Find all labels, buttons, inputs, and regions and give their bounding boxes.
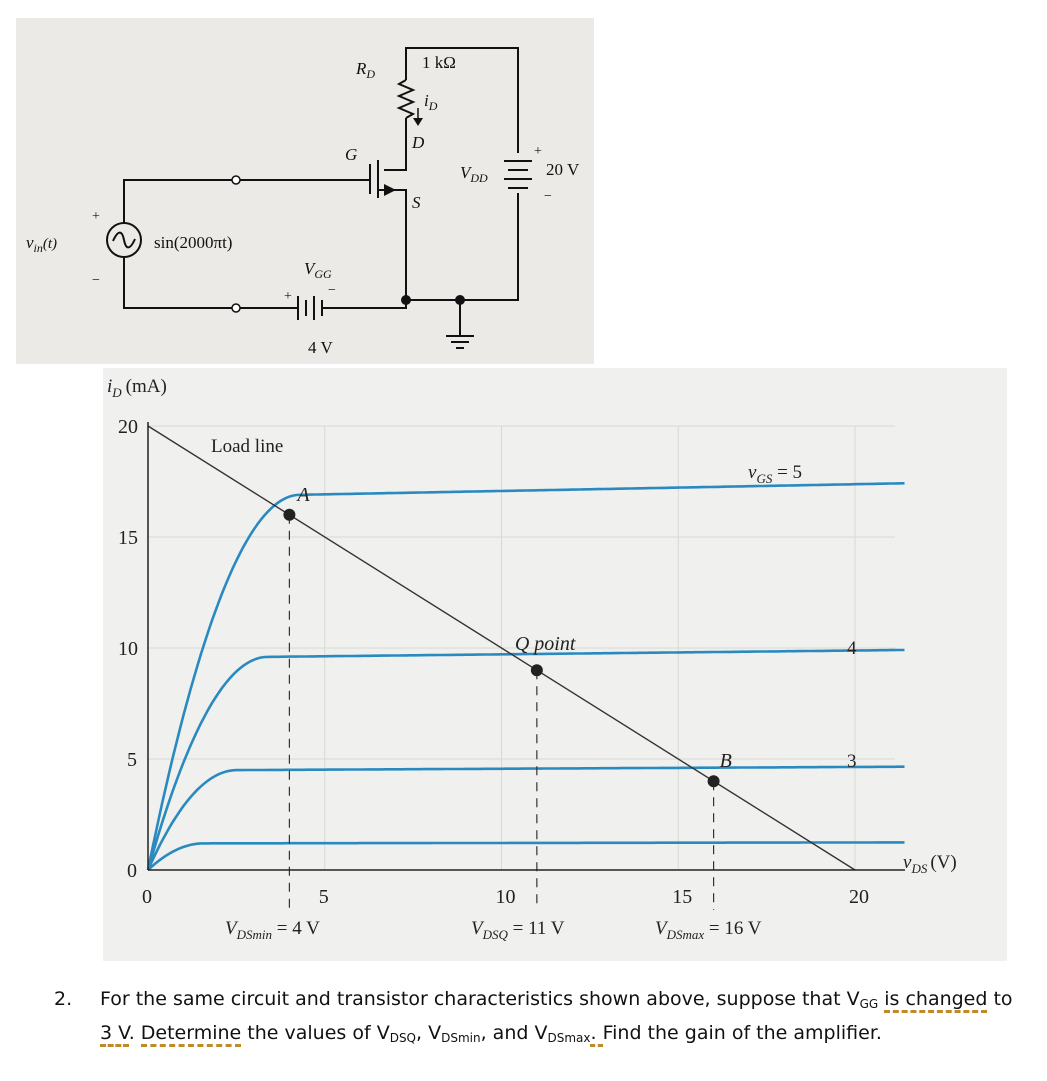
operating-point [531,664,543,676]
vdsmin-label-sub: DSmin [236,927,272,942]
x-tick-label: 20 [849,886,869,908]
vin-sub: in [33,241,43,255]
rd-label: R [356,59,367,78]
vgs-label-value: = 5 [772,462,803,483]
y-tick-label: 15 [118,527,138,549]
x-tick-label: 15 [672,886,693,908]
question-3v: 3 V [100,1022,129,1047]
question-is-changed: is changed [884,988,987,1013]
question-sub-gg: GG [859,997,879,1011]
vdsmin-label-value: = 4 V [272,918,320,939]
vdsq-label: V [471,918,483,939]
circuit-schematic [16,18,594,364]
vin-minus: − [92,273,100,288]
vgg-plus: + [284,289,292,304]
vgg-minus: − [328,283,336,298]
vdsmax-label-value: = 16 V [704,918,762,939]
source-node [401,295,411,305]
operating-point [708,775,720,787]
ground-node [455,295,465,305]
y-axis-label-sub: D [112,385,122,400]
question-part-3: to [987,988,1013,1010]
x-tick-label: 0 [142,886,152,908]
point-label: Q point [514,633,576,656]
y-tick-label: 20 [118,416,138,438]
gate-terminal [232,176,240,184]
question-part-7: , V [416,1022,442,1044]
id-label: i [424,91,429,110]
rd-value: 1 kΩ [422,53,456,72]
vgs-label: v [748,462,757,483]
vin-arg: (t) [42,236,58,252]
x-tick-label: 10 [495,886,516,908]
question-part-6: the values of V [241,1022,390,1044]
vgs-label-sub: GS [756,471,773,486]
question-determine: Determine [141,1022,241,1047]
vdsq-label-value: = 11 V [507,918,565,939]
y-tick-label: 10 [118,638,138,660]
drain-label: D [412,133,425,152]
vdd-plus: + [534,144,542,159]
x-axis-label: v [903,852,912,873]
y-axis-label: i [107,376,113,397]
y-tick-label: 0 [127,860,137,882]
vdd-minus: − [544,189,552,204]
vgg-value: 4 V [308,338,333,357]
point-label: B [719,750,732,773]
svg-text:vDS(V) [903,852,957,876]
question-text [100,985,1034,1053]
question-block [54,985,1034,1053]
source-label: S [412,193,421,212]
vdd-value: 20 V [546,160,580,179]
characteristics-chart [103,368,1007,961]
vdd-label: V [460,163,471,182]
input-terminal [232,304,240,312]
rd-sub: D [366,67,376,81]
curve-label: 3 [847,751,857,773]
vdd-sub: DD [470,171,488,185]
vdsmax-label-sub: DSmax [666,927,705,942]
question-part-1: For the same circuit and transistor characteristics shown above, suppose that V [100,988,860,1010]
vdsmin-label: V [225,918,237,939]
x-axis-unit: (V) [930,852,957,873]
operating-point [283,509,295,521]
question-part-8: , and V [480,1022,548,1044]
question-part-5: . [128,1022,141,1044]
y-tick-label: 5 [127,749,137,771]
curve-label: 4 [847,637,857,659]
question-sub-dsmax: DSmax [547,1031,591,1045]
question-sub-dsmin: DSmin [441,1031,481,1045]
y-axis-unit: (mA) [125,376,167,397]
question-sub-dsq: DSQ [389,1031,417,1045]
vin-label: v [26,233,34,252]
question-part-10: Find the gain of the amplifier. [602,1022,882,1044]
question-period: . [590,1022,602,1047]
vdsmax-label: V [655,918,667,939]
vin-plus: + [92,209,100,224]
id-sub: D [428,99,438,113]
gate-label: G [345,145,358,164]
x-axis-label-sub: DS [911,861,928,876]
vin-expression: sin(2000πt) [154,233,233,252]
x-tick-label: 5 [318,886,329,908]
vdsq-label-sub: DSQ [482,927,508,942]
point-label: A [297,483,310,506]
vgg-label: V [304,259,315,278]
vgg-sub: GG [314,267,332,281]
load-line-label: Load line [211,436,284,457]
question-number: 2. [54,988,73,1010]
svg-text:vGS = 5 [748,462,802,486]
